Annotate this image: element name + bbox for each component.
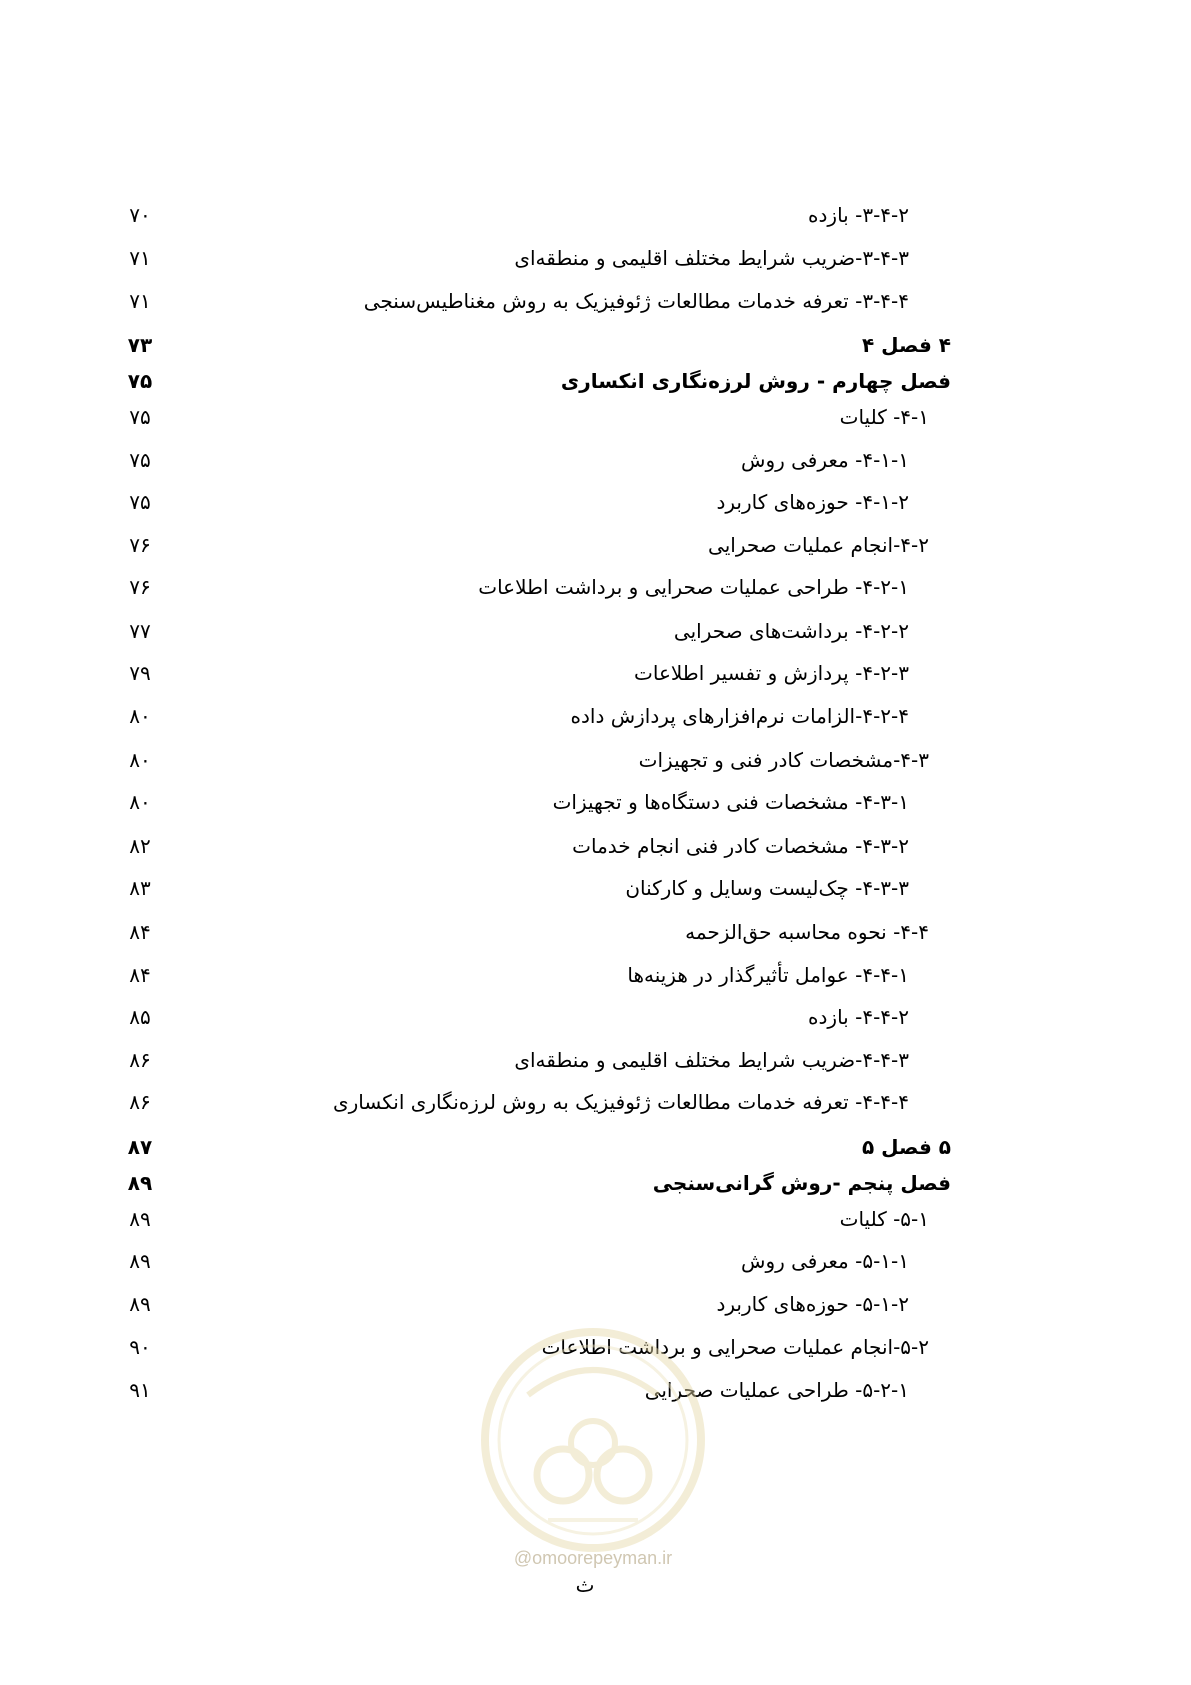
toc-entry-title: ۴-۱-۲- حوزه‌های کاربرد [716,490,909,514]
toc-entry-page: ۹۱ [129,1378,151,1402]
toc-entry-page: ۸۶ [129,1048,151,1072]
toc-entry-page: ۷۰ [129,203,151,227]
toc-entry[interactable] [0,440,1191,480]
toc-entry[interactable] [0,281,1191,321]
toc-entry-page: ۷۱ [129,246,151,270]
toc-entry-page: ۸۹ [129,1249,151,1273]
toc-entry-title: ۳-۴-۴- تعرفه خدمات مطالعات ژئوفیزیک به روش مغناطیس‌سنجی [363,289,909,313]
toc-entry[interactable] [0,782,1191,822]
toc-entry-page: ۸۰ [129,704,151,728]
toc-entry[interactable] [0,997,1191,1037]
toc-entry-page: ۸۹ [129,1207,151,1231]
toc-entry[interactable] [0,567,1191,607]
toc-entry-page: ۷۵ [129,490,151,514]
toc-entry-title: ۴-۱- کلیات [839,405,929,429]
toc-entry[interactable] [0,868,1191,908]
toc-entry-page: ۸۶ [129,1090,151,1114]
toc-entry-title: ۴-۴-۳-ضریب شرایط مختلف اقلیمی و منطقه‌ای [514,1048,909,1072]
toc-entry-title: ۵-۲-انجام عملیات صحرایی و برداشت اطلاعات [541,1335,929,1359]
toc-entry[interactable] [0,1241,1191,1281]
toc-entry[interactable] [0,696,1191,736]
toc-entry-page: ۸۴ [129,963,151,987]
watermark-text: @omoorepeyman.ir [513,1548,673,1568]
toc-entry-page: ۷۵ [129,448,151,472]
toc-entry[interactable] [0,955,1191,995]
toc-entry-title: ۴-۱-۱- معرفی روش [741,448,909,472]
toc-entry-title: ۴-۳-مشخصات کادر فنی و تجهیزات [638,748,929,772]
toc-entry-title: ۴ فصل ۴ [861,333,951,357]
page-number: ث [575,1573,595,1597]
toc-entry[interactable] [0,611,1191,651]
toc-entry-page: ۸۷ [127,1135,153,1159]
toc-entry[interactable] [0,912,1191,952]
toc-entry-title: فصل چهارم - روش لرزه‌نگاری انکساری [560,369,951,393]
toc-entry-page: ۸۹ [129,1292,151,1316]
toc-entry-page: ۸۳ [129,876,151,900]
toc-entry-title: ۴-۲-۲- برداشت‌های صحرایی [673,619,909,643]
toc-entry-page: ۹۰ [129,1335,151,1359]
toc-entry[interactable] [0,1040,1191,1080]
toc-entry-title: ۵-۱- کلیات [839,1207,929,1231]
toc-entry-page: ۷۵ [127,369,153,393]
toc-entry[interactable] [0,653,1191,693]
toc-entry[interactable] [0,1082,1191,1122]
toc-entry[interactable] [0,397,1191,437]
toc-entry-title: ۴-۳-۳- چک‌لیست وسایل و کارکنان [625,876,909,900]
toc-entry[interactable] [0,525,1191,565]
toc-entry[interactable] [0,361,1191,401]
toc-entry-page: ۷۶ [129,575,151,599]
toc-entry[interactable] [0,1284,1191,1324]
toc-entry[interactable] [0,195,1191,235]
toc-entry[interactable] [0,740,1191,780]
toc-entry[interactable] [0,1163,1191,1203]
toc-entry-page: ۸۹ [127,1171,153,1195]
toc-entry-title: ۴-۴- نحوه محاسبه حق‌الزحمه [685,920,929,944]
toc-entry[interactable] [0,482,1191,522]
toc-entry-page: ۷۳ [127,333,153,357]
toc-entry-title: ۴-۲-انجام عملیات صحرایی [708,533,929,557]
toc-entry-title: ۳-۴-۲- بازده [808,203,909,227]
toc-entry[interactable] [0,1370,1191,1410]
toc-entry-page: ۷۵ [129,405,151,429]
toc-entry-page: ۸۲ [129,834,151,858]
toc-entry-page: ۷۱ [129,289,151,313]
toc-entry-title: ۴-۴-۱- عوامل تأثیرگذار در هزینه‌ها [627,963,909,987]
toc-entry-page: ۷۷ [129,619,151,643]
toc-entry-title: ۴-۲-۴-الزامات نرم‌افزارهای پردازش داده [570,704,909,728]
toc-entry-title: ۳-۴-۳-ضریب شرایط مختلف اقلیمی و منطقه‌ای [514,246,909,270]
toc-entry-title: ۵ فصل ۵ [861,1135,951,1159]
toc-entry-title: فصل پنجم -روش گرانی‌سنجی [652,1171,951,1195]
toc-entry-page: ۷۹ [129,661,151,685]
toc-entry[interactable] [0,1199,1191,1239]
toc-entry[interactable] [0,238,1191,278]
toc-entry-page: ۸۵ [129,1005,151,1029]
toc-entry[interactable] [0,1127,1191,1167]
toc-entry-title: ۵-۱-۲- حوزه‌های کاربرد [716,1292,909,1316]
toc-entry-title: ۴-۴-۴- تعرفه خدمات مطالعات ژئوفیزیک به روش لرزه‌نگاری انکساری [332,1090,909,1114]
toc-entry-title: ۴-۴-۲- بازده [808,1005,909,1029]
toc-entry-page: ۷۶ [129,533,151,557]
toc-entry-title: ۴-۲-۳- پردازش و تفسیر اطلاعات [634,661,909,685]
toc-entry[interactable] [0,325,1191,365]
toc-entry-title: ۵-۲-۱- طراحی عملیات صحرایی [644,1378,909,1402]
toc-entry-title: ۴-۲-۱- طراحی عملیات صحرایی و برداشت اطلاعات [478,575,909,599]
toc-entry-title: ۴-۳-۱- مشخصات فنی دستگاه‌ها و تجهیزات [552,790,909,814]
toc-entry[interactable] [0,826,1191,866]
toc-entry-title: ۴-۳-۲- مشخصات کادر فنی انجام خدمات [572,834,909,858]
toc-entry[interactable] [0,1327,1191,1367]
toc-entry-page: ۸۰ [129,748,151,772]
toc-entry-page: ۸۴ [129,920,151,944]
toc-entry-title: ۵-۱-۱- معرفی روش [741,1249,909,1273]
toc-entry-page: ۸۰ [129,790,151,814]
